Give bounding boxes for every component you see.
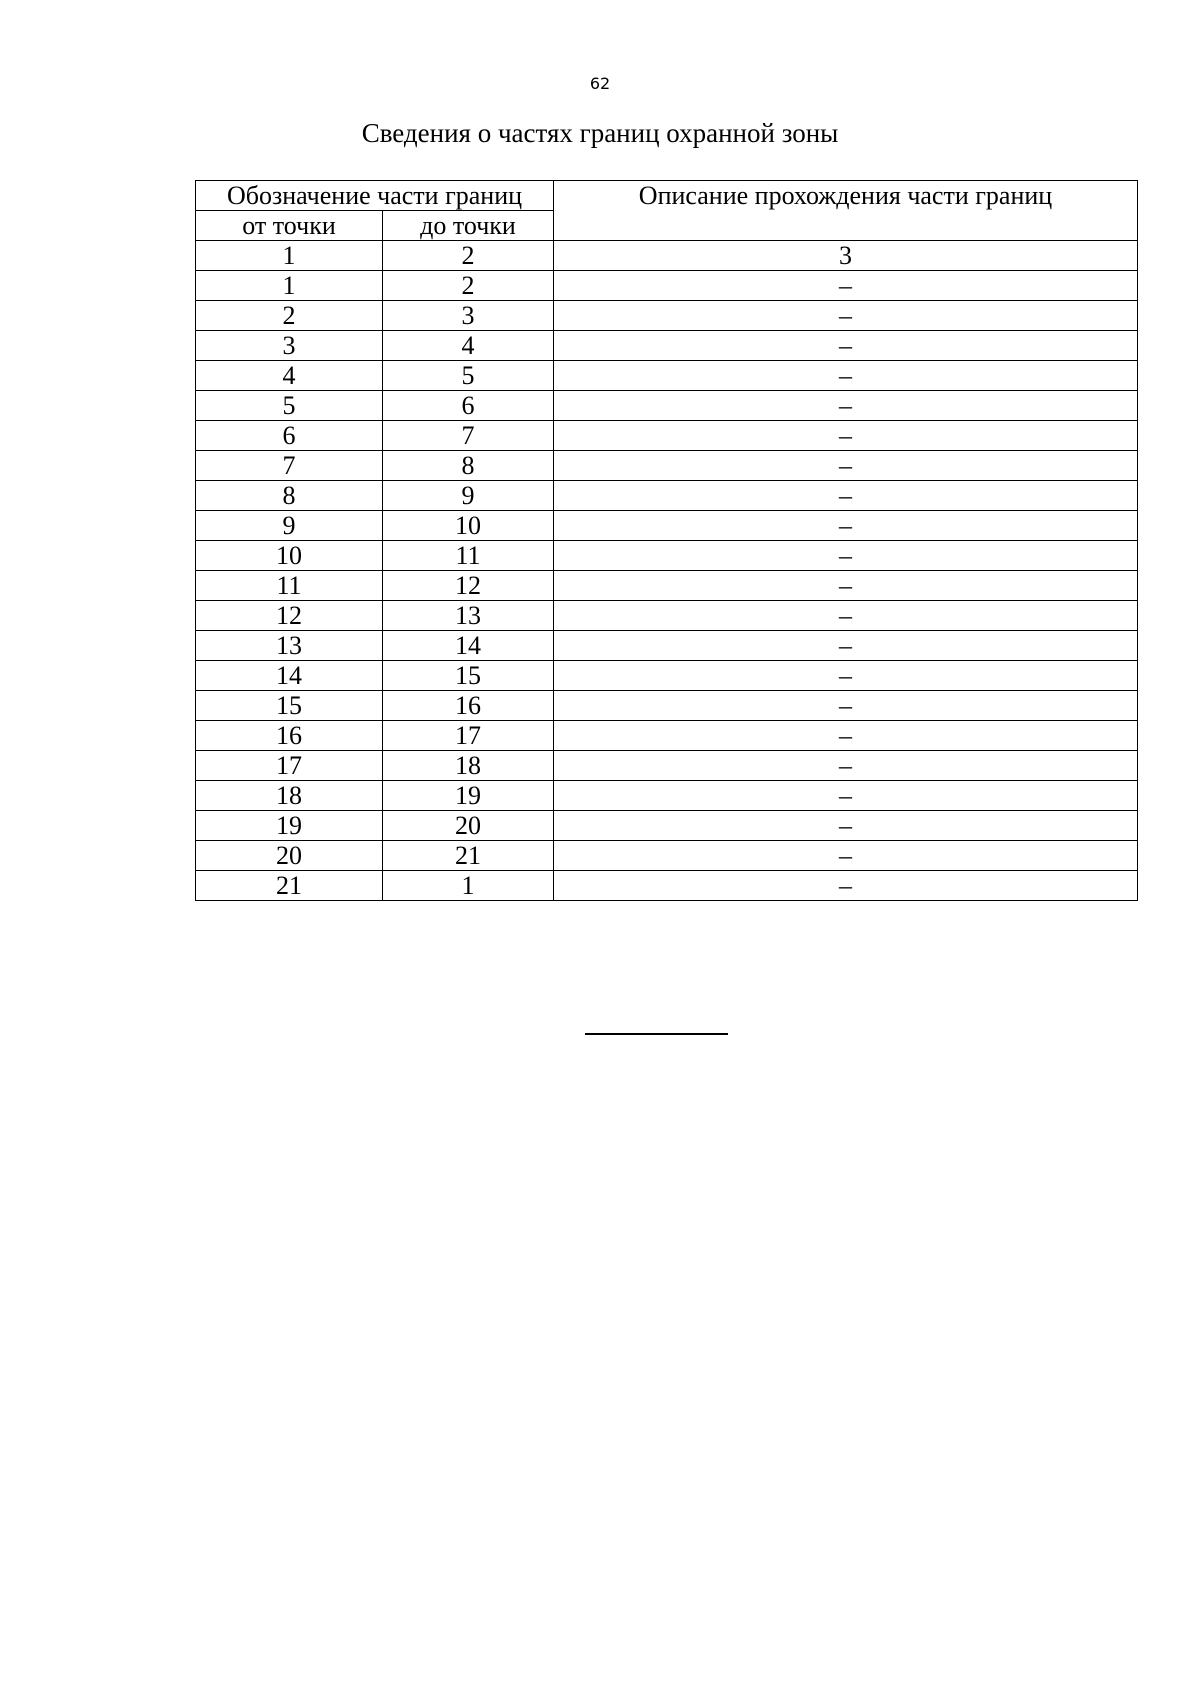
from-point-cell: 14 (196, 661, 383, 691)
to-point-cell: 20 (383, 811, 554, 841)
from-point-cell: 5 (196, 391, 383, 421)
table-row (196, 421, 1138, 451)
from-point-cell: 10 (196, 541, 383, 571)
table-row (196, 361, 1138, 391)
boundary-parts-table (195, 180, 1138, 901)
description-cell: – (554, 571, 1138, 601)
from-point-cell: 18 (196, 781, 383, 811)
header-boundary-designation: Обозначение части границ (196, 181, 554, 211)
to-point-cell: 1 (383, 871, 554, 901)
description-cell: – (554, 301, 1138, 331)
description-cell: – (554, 871, 1138, 901)
description-cell: – (554, 511, 1138, 541)
from-point-cell: 6 (196, 421, 383, 451)
table-row (196, 871, 1138, 901)
description-cell: – (554, 601, 1138, 631)
description-cell: – (554, 451, 1138, 481)
table-row (196, 601, 1138, 631)
to-point-cell: 18 (383, 751, 554, 781)
to-point-cell: 14 (383, 631, 554, 661)
description-cell: – (554, 781, 1138, 811)
to-point-cell: 8 (383, 451, 554, 481)
description-cell: – (554, 481, 1138, 511)
to-point-cell: 11 (383, 541, 554, 571)
table-row (196, 811, 1138, 841)
to-point-cell: 9 (383, 481, 554, 511)
description-cell: – (554, 331, 1138, 361)
from-point-cell: 11 (196, 571, 383, 601)
to-point-cell: 3 (383, 301, 554, 331)
to-point-cell: 13 (383, 601, 554, 631)
from-point-cell: 16 (196, 721, 383, 751)
from-point-cell: 3 (196, 331, 383, 361)
to-point-cell: 12 (383, 571, 554, 601)
description-cell: – (554, 751, 1138, 781)
from-point-cell: 20 (196, 841, 383, 871)
table-row (196, 451, 1138, 481)
description-cell: – (554, 391, 1138, 421)
table-row (196, 751, 1138, 781)
from-point-cell: 17 (196, 751, 383, 781)
table-row (196, 781, 1138, 811)
table-row (196, 661, 1138, 691)
from-point-cell: 7 (196, 451, 383, 481)
description-cell: – (554, 691, 1138, 721)
to-point-cell: 2 (383, 271, 554, 301)
description-cell: – (554, 271, 1138, 301)
to-point-cell: 10 (383, 511, 554, 541)
to-point-cell: 15 (383, 661, 554, 691)
header-boundary-description: Описание прохождения части границ (554, 181, 1138, 241)
page-number: 62 (589, 74, 611, 93)
end-divider-line (585, 1033, 728, 1035)
table-row (196, 301, 1138, 331)
table-row (196, 331, 1138, 361)
table-row (196, 841, 1138, 871)
from-point-cell: 21 (196, 871, 383, 901)
from-point-cell: 2 (196, 301, 383, 331)
column-number: 1 (196, 241, 383, 271)
table-row (196, 691, 1138, 721)
table-row (196, 631, 1138, 661)
from-point-cell: 13 (196, 631, 383, 661)
from-point-cell: 9 (196, 511, 383, 541)
to-point-cell: 21 (383, 841, 554, 871)
to-point-cell: 6 (383, 391, 554, 421)
to-point-cell: 7 (383, 421, 554, 451)
header-from-point: от точки (196, 211, 383, 241)
table-row (196, 271, 1138, 301)
description-cell: – (554, 721, 1138, 751)
description-cell: – (554, 361, 1138, 391)
table-row (196, 721, 1138, 751)
table-row (196, 571, 1138, 601)
description-cell: – (554, 421, 1138, 451)
description-cell: – (554, 661, 1138, 691)
table-row (196, 511, 1138, 541)
column-number: 3 (554, 241, 1138, 271)
description-cell: – (554, 631, 1138, 661)
from-point-cell: 8 (196, 481, 383, 511)
header-to-point: до точки (383, 211, 554, 241)
to-point-cell: 4 (383, 331, 554, 361)
table-row (196, 481, 1138, 511)
table-row (196, 541, 1138, 571)
description-cell: – (554, 811, 1138, 841)
from-point-cell: 15 (196, 691, 383, 721)
description-cell: – (554, 841, 1138, 871)
table-row (196, 391, 1138, 421)
to-point-cell: 17 (383, 721, 554, 751)
from-point-cell: 4 (196, 361, 383, 391)
description-cell: – (554, 541, 1138, 571)
to-point-cell: 16 (383, 691, 554, 721)
from-point-cell: 12 (196, 601, 383, 631)
column-number: 2 (383, 241, 554, 271)
document-title: Сведения о частях границ охранной зоны (361, 118, 839, 148)
from-point-cell: 19 (196, 811, 383, 841)
column-number-row (196, 241, 1138, 271)
from-point-cell: 1 (196, 271, 383, 301)
to-point-cell: 5 (383, 361, 554, 391)
to-point-cell: 19 (383, 781, 554, 811)
